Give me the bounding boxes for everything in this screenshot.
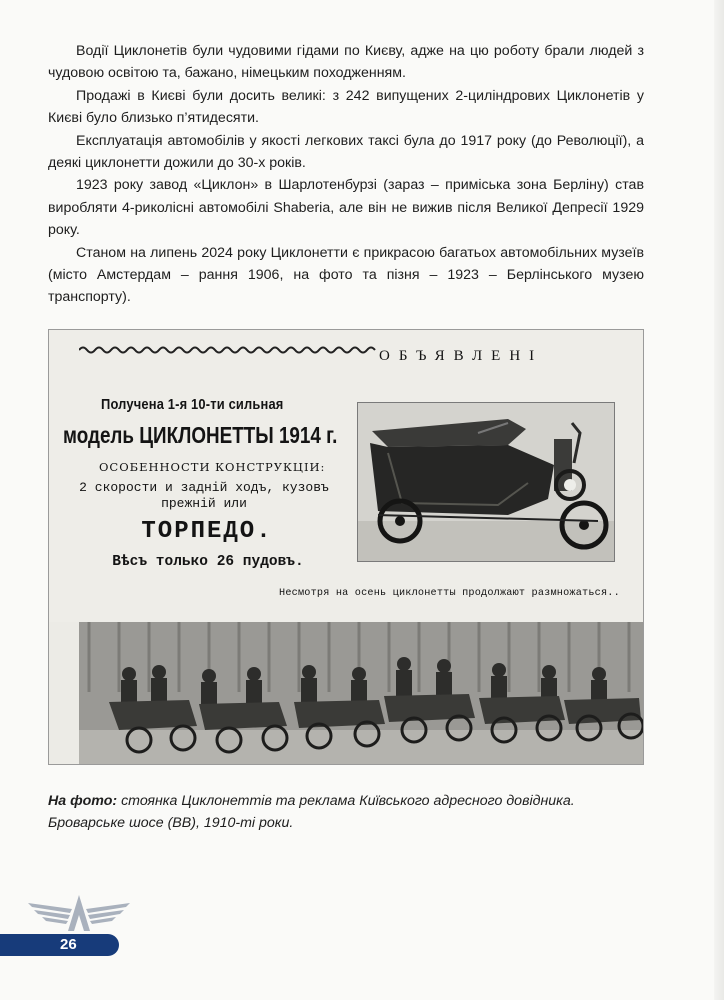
caption-text: стоянка Циклонеттів та реклама Київського адресного довідника. Броварське шосе (ВВ), 1910-ті роки. bbox=[48, 793, 575, 832]
advert-caption: Несмотря на осень циклонетты продолжают размножаться.. bbox=[279, 588, 620, 599]
historical-figure bbox=[48, 329, 644, 765]
paragraph: 1923 року завод «Циклон» в Шарлотенбурзі (зараз – приміська зона Берліну) став виробляти 4-риколісні автомобілі Shaberia, але він не вижив після Великої Депресії 1929 року. bbox=[48, 177, 644, 239]
advert-header: ОБЪЯВЛЕНІ bbox=[379, 348, 544, 364]
paragraph: Продажі в Києві були досить великі: з 242 випущених 2-циліндрових Циклонетів у Києві було близько п’ятидесяти. bbox=[48, 87, 644, 127]
cyclonette-parking-photo bbox=[79, 622, 643, 764]
advert-line: ОСОБЕННОСТИ КОНСТРУКЦІИ: bbox=[99, 460, 326, 474]
advert-line: 2 скорости и задній ходъ, кузовъ прежній или bbox=[79, 480, 329, 511]
advert-torpedo: ТОРПЕДО. bbox=[141, 518, 273, 545]
page-number: 26 bbox=[60, 936, 77, 953]
photo-caption bbox=[48, 790, 648, 835]
page-edge-shadow bbox=[714, 0, 724, 1000]
advert-model-title: модель ЦИКЛОНЕТТЫ 1914 г. bbox=[63, 422, 338, 448]
advert-line: Получена 1-я 10-ти сильная bbox=[101, 396, 284, 413]
newspaper-advert bbox=[49, 330, 643, 622]
winged-emblem-icon bbox=[28, 893, 130, 933]
paragraph: Станом на липень 2024 року Циклонетти є прикрасою багатьох автомобільних музеїв (місто Амстердам – рання 1906, на фото та пізня – 1923 – Берлінського музею транспорту). bbox=[48, 244, 644, 306]
caption-label: На фото: bbox=[48, 793, 118, 809]
cyclonette-car-photo bbox=[357, 402, 615, 562]
paragraph: Експлуатація автомобілів у якості легкових таксі була до 1917 року (до Революції), а деякі циклонетти дожили до 30-х років. bbox=[48, 132, 644, 172]
paragraph: Водії Циклонетів були чудовими гідами по Києву, адже на цю роботу брали людей з чудовою освітою та, бажано, німецьким походженням. bbox=[48, 43, 644, 82]
body-text bbox=[48, 40, 644, 309]
advert-weight: Вѣсъ только 26 пудовъ. bbox=[112, 554, 304, 570]
